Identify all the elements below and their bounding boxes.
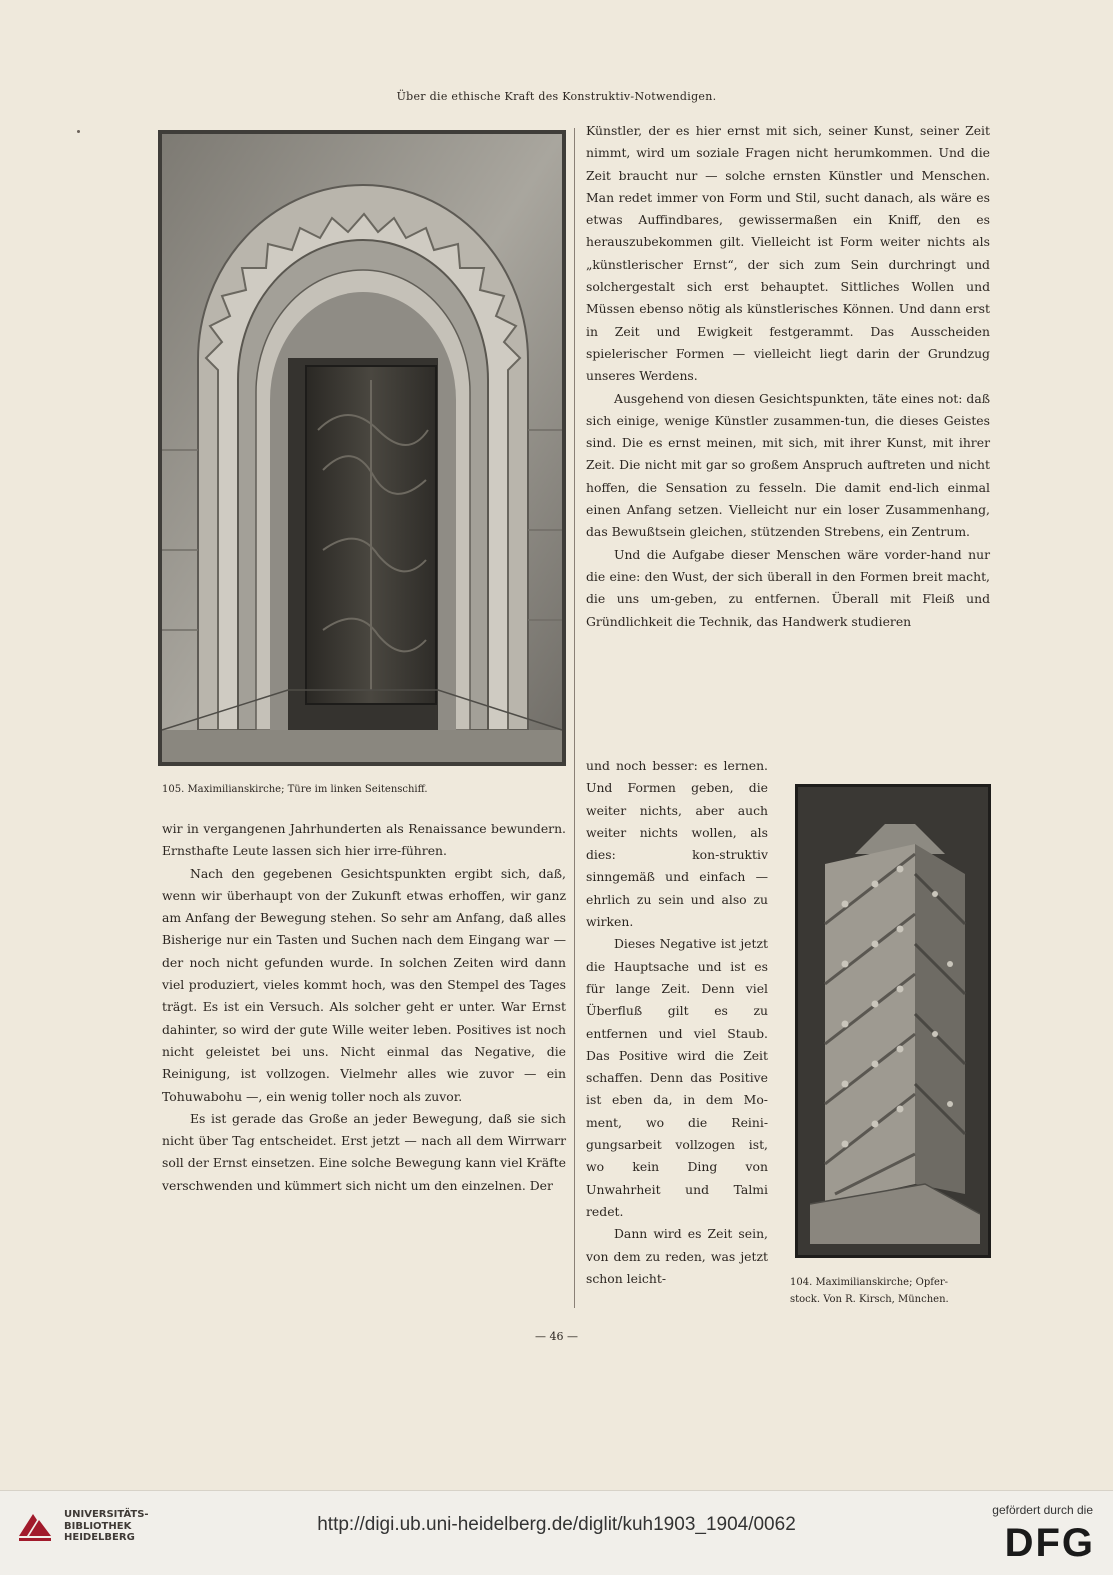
left-paragraph-1: wir in vergangenen Jahrhunderten als Renaissance bewundern. Ernsthafte Leute lassen sich hier irre-führen. [162, 821, 566, 859]
institution-line-3: HEIDELBERG [64, 1532, 135, 1543]
print-speck [77, 130, 80, 133]
figure-104-photo [795, 784, 991, 1258]
narrow-paragraph-2: Dieses Negative ist jetzt die Hauptsache und ist es für lange Zeit. Denn viel Überfluß gilt es zu entfernen und viel Staub. Das Positive wird die Zeit schaffen. Denn das Positive ist eben da, in dem Mo-ment, wo die Reini-gungsarbeit vollzogen ist, wo kein Ding von Unwahrheit und Talmi redet. [586, 936, 768, 1219]
page-number: — 46 — [535, 1330, 578, 1343]
right-column [586, 120, 990, 633]
figure-105-photo [158, 130, 566, 766]
right-paragraph-3: Und die Aufgabe dieser Menschen wäre vorder-hand nur die eine: den Wust, der sich überall in den Formen breit macht, die uns um-geben, zu entfernen. Überall mit Fleiß und Gründlichkeit die Technik, das Handwerk studieren [586, 546, 990, 629]
left-column [162, 818, 566, 1197]
running-head: Über die ethische Kraft des Konstruktiv-Notwendigen. [396, 90, 717, 103]
right-paragraph-1: Künstler, der es hier ernst mit sich, seiner Kunst, seiner Zeit nimmt, wird um soziale Fragen nicht herumkommen. Und die Zeit braucht nur — solche ernsten Künstler und Menschen. Man redet immer von Form und Stil, sucht danach, als wäre es etwas Auffindbares, gewissermaßen ein Kniff, den es herauszubekommen gilt. Vielleicht ist Form weiter nichts als „künstlerischer Ernst“, der sich zum Sein durchringt und solchergestalt sich erst behauptet. Sittliches Wollen und Müssen ebenso nötig als künstlerisches Können. Und dann erst in Zeit und Ewigkeit festgerammt. Das Ausscheiden spielerischer Formen — vielleicht liegt darin der Grundzug unseres Werdens. [586, 123, 990, 384]
right-paragraph-2: Ausgehend von diesen Gesichtspunkten, täte eines not: daß sich einige, wenige Künstler zusammen-tun, die dieses Geistes sind. Die es ernst meinen, mit sich, mit ihrer Kunst, mit ihrer Zeit. Die nicht mit gar so großem Anspruch auftreten und nicht hoffen, die Sensation zu fesseln. Die damit end-lich einmal einen Anfang setzen. Vielleicht nur ein loser Zusammenhang, das Bewußtsein gleichen, stützenden Strebens, ein Zentrum. [586, 390, 990, 540]
figure-104-caption-line2: stock. Von R. Kirsch, München. [790, 1294, 949, 1305]
institution-line-1: UNIVERSITÄTS- [64, 1509, 149, 1520]
figure-104-caption-line1: 104. Maximilianskirche; Opfer- [790, 1277, 949, 1288]
figure-104-caption [790, 1274, 949, 1308]
column-rule [574, 128, 575, 1308]
left-paragraph-2: Nach den gegebenen Gesichtspunkten ergibt sich, daß, wenn wir überhaupt von der Zukunft etwas erhoffen, wir ganz am Anfang der Bewegung stehen. So sehr am Anfang, daß alles Bisherige nur ein Tasten und Suchen nach dem Eingang war — der noch nicht gefunden wurde. In solchen Zeiten wird dann viel produziert, vieles kommt hoch, was den Stempel des Tages trägt. Es ist ein Versuch. Als solcher geht er unter. War Ernst dahinter, so wird der gute Wille weiter leben. Positives ist noch nicht geleistet bei uns. Nicht einmal das Negative, die Reinigung, ist vollzogen. Vielmehr alles wie zuvor — ein Tohuwabohu —, ein wenig toller noch als zuvor. [162, 865, 566, 1104]
institution-line-2: BIBLIOTHEK [64, 1520, 132, 1532]
permalink-url[interactable]: http://digi.ub.uni-heidelberg.de/diglit/kuh1903_1904/0062 [317, 1514, 796, 1535]
dfg-logo: DFG [1004, 1521, 1095, 1565]
figure-105-caption: 105. Maximilianskirche; Türe im linken Seitenschiff. [162, 784, 428, 795]
narrow-paragraph-3: Dann wird es Zeit sein, von dem zu reden, was jetzt schon leicht- [586, 1226, 768, 1286]
narrow-column [586, 755, 768, 1290]
library-footer [0, 1490, 1113, 1575]
left-paragraph-3: Es ist gerade das Große an jeder Bewegung, daß sie sich nicht über Tag entscheidet. Erst jetzt — nach all dem Wirrwarr soll der Ernst einsetzen. Eine solche Bewegung kann viel Kräfte verschwenden und kümmert sich nicht um den einzelnen. Der [162, 1110, 566, 1193]
funder-label: gefördert durch die [992, 1503, 1093, 1517]
narrow-paragraph-1: und noch besser: es lernen. Und Formen geben, die weiter nichts, aber auch weiter nichts wollen, als dies: kon-struktiv sinngemäß und einfach — ehrlich zu sein und also zu wirken. [586, 758, 768, 930]
